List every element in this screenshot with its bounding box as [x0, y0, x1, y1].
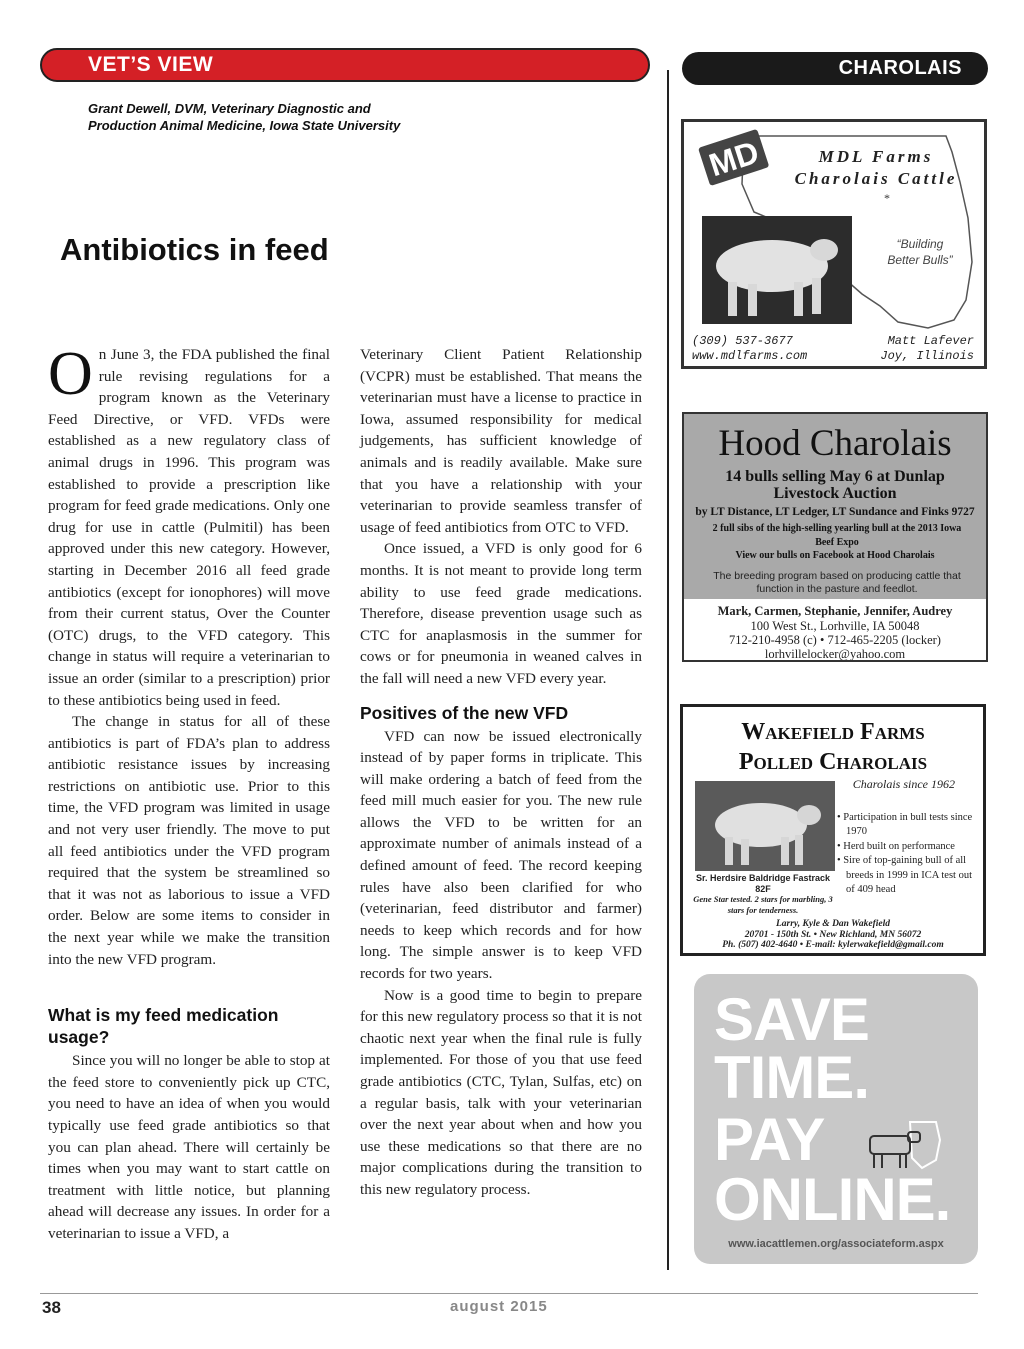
phone-number: (309) 537-3677: [692, 334, 793, 348]
article-paragraph: [48, 340, 330, 711]
wakefield-contact: [683, 919, 983, 951]
iowa-outline: [910, 1122, 940, 1168]
article-paragraph: Once issued, a VFD is only good for 6 months. It is not meant to provide long term ability to use feed grade medications. Therefore, disease prevention usage such as CTC for anaplasmosis in the summer for cows or for pneumonia in weaned calves in the fall will need a new VFD every year.: [360, 540, 642, 687]
save-line: TIME.: [714, 1044, 869, 1111]
hood-program: The breeding program based on producing cattle that function in the pasture and feedlot.: [713, 570, 961, 595]
website[interactable]: www.mdlfarms.com: [692, 349, 808, 363]
ad-save-time[interactable]: [694, 974, 978, 1264]
section-label: VET’S VIEW: [40, 48, 650, 82]
bull-leg: [748, 284, 757, 316]
bull-leg: [728, 282, 737, 316]
address-line: 100 West St., Lorhville, IA 50048: [750, 619, 920, 633]
wakefield-title: [683, 717, 983, 777]
bull-leg: [725, 837, 733, 865]
contact-line[interactable]: Ph. (507) 402-4640 • E-mail: kylerwakefield@gmail.com: [722, 940, 944, 950]
wakefield-since: Charolais since 1962: [852, 777, 955, 791]
title-line: Polled Charolais: [738, 749, 928, 775]
bullet-item: • Sire of top-gaining bull of all breeds in 1999 in ICA test out of 409 head: [837, 855, 972, 896]
title-line: Wakefield Farms: [741, 719, 925, 745]
mdl-contact: [880, 334, 974, 364]
tagline-line: Better Bulls”: [887, 253, 953, 267]
bullet-item: • Herd built on performance: [837, 840, 955, 852]
sidebar-label: CHAROLAIS: [682, 52, 988, 85]
hood-sale-info: [684, 468, 986, 502]
hood-address: [684, 619, 986, 661]
hood-sires: by LT Distance, LT Ledger, LT Sundance and Finks 9727: [695, 506, 975, 518]
paragraph-text: n June 3, the FDA published the final rule revising regulations for a program known as the Veterinary Feed Directive, or VFD. VFDs were established as a new regulatory class of animal drugs in 1996. This program was established to provide a prescription like program for feed grade medications. Only one drug for use in cattle (Pulmitil) has been approved under this new category. However, starting in December 2016 all feed grade antibiotics (except for ionophores) will move from their current status, Over the Counter (OTC) drugs, to the VFD category. This change in status will require a veterinarian to issue an order (similar to a prescription) prior to these antibiotics being used in feed.: [48, 346, 330, 709]
bull-leg: [781, 837, 789, 865]
save-url[interactable]: www.iacattlemen.org/associateform.aspx: [728, 1238, 944, 1250]
article-column-2: [360, 344, 642, 1201]
sale-line: Livestock Auction: [773, 485, 897, 502]
contact-city: Joy, Illinois: [880, 349, 974, 363]
article-paragraph: Now is a good time to begin to prepare for this new regulatory process so that it is not chaotic next year when the final rule is fully implemented. For those of you that use feed grade antibiotics (CTC, Tylan, Sulfas, etc) on a regular basis, talk with your veterinarian over the next year about when and how you use these medications so that there are no major complications during the transition to this new regulatory process.: [360, 986, 642, 1198]
footer-rule: [40, 1293, 978, 1294]
article-title: Antibiotics in feed: [60, 232, 329, 267]
star-marker: *: [884, 191, 890, 205]
cow-body: [870, 1136, 910, 1154]
bull-leg: [741, 839, 749, 865]
hood-names: Mark, Carmen, Stephanie, Jennifer, Audrey: [717, 604, 953, 618]
ad-wakefield-farms[interactable]: [680, 704, 986, 956]
hood-facebook: View our bulls on Facebook at Hood Charolais: [735, 550, 935, 561]
caption-text: Gene Star tested. 2 stars for marbling, 3 stars for tenderness.: [693, 894, 833, 915]
bull-photo: [702, 216, 852, 324]
save-line: PAY: [714, 1106, 825, 1173]
bull-photo: [695, 781, 835, 871]
drop-cap: O: [48, 340, 93, 408]
tagline-line: “Building: [896, 237, 944, 251]
caption-name: Sr. Herdsire Baldridge Fastrack 82F: [695, 873, 831, 894]
bull-leg: [812, 278, 821, 314]
bull-leg: [794, 282, 803, 316]
contact-line: 20701 - 150th St. • New Richland, MN 56072: [744, 929, 922, 940]
sale-line: 14 bulls selling May 6 at Dunlap: [725, 468, 945, 485]
issue-date: august 2015: [450, 1298, 548, 1315]
md-logo: [698, 129, 769, 186]
subheading: Positives of the new VFD: [360, 702, 569, 723]
cow-icon: [862, 1120, 942, 1172]
phone-line: 712-210-4958 (c) • 712-465-2205 (locker): [729, 633, 941, 647]
save-line: SAVE: [714, 986, 869, 1053]
byline-line: Grant Dewell, DVM, Veterinary Diagnostic and: [88, 101, 371, 116]
byline-line: Production Animal Medicine, Iowa State University: [88, 118, 401, 133]
page-number: 38: [42, 1298, 61, 1317]
article-paragraph: VFD can now be issued electronically instead of by paper forms in triplicate. This will make ordering a batch of feed from the feed mill much easier for you. The new rule allows the VFD to be written for an approximate number of animals instead of a defined amount of feed. The record keeping rules have also been clarified for who (veterinarian, feed distributor and farmer) needs to keep which records and for how long. The simple answer is to keep VFD records for two years.: [360, 727, 642, 983]
article-paragraph: Veterinary Client Patient Relationship (VCPR) must be established. That means the veterinarian must have a license to practice in Iowa, assumed responsibility for medical judgements, has sufficient knowledge of animals and is readily available. Make sure that you have a relationship with your veterinarian to provide seamless transfer of usage of feed antibiotics from OTC to VFD.: [360, 346, 642, 536]
bullet-item: • Participation in bull tests since 1970: [837, 812, 973, 838]
mdl-farm-name: [776, 146, 976, 190]
email-link[interactable]: lorhvillelocker@yahoo.com: [764, 647, 906, 661]
contact-line: Larry, Kyle & Dan Wakefield: [775, 919, 891, 929]
save-line: ONLINE.: [714, 1166, 951, 1233]
subheading: What is my feed medication usage?: [48, 1005, 279, 1048]
mdl-phone-web: [692, 334, 807, 364]
mdl-tagline: [870, 236, 970, 268]
logo-text: MD: [704, 133, 764, 184]
article-paragraph: The change in status for all of these antibiotics is part of FDA’s plan to address antibiotic resistance issues by increasing restrictions on antibiotic use. Prior to this time, the VFD program was limited in usage and not very user friendly. The move to put all feed antibiotics under the VFD program required that the system be streamlined so that it was not as laborious to issue a VFD order. Below are some items to consider in the next year while we make the transition into the new VFD program.: [48, 713, 330, 968]
ad-hood-charolais[interactable]: [682, 412, 988, 662]
photo-caption: [693, 873, 833, 915]
hood-sibs: 2 full sibs of the high-selling yearling bull at the 2013 Iowa Beef Expo: [712, 523, 962, 548]
farm-name-line: MDL Farms: [818, 147, 934, 166]
bull-leg: [795, 835, 803, 865]
farm-name-line: Charolais Cattle: [794, 169, 958, 188]
byline: [88, 100, 648, 134]
column-divider: [667, 70, 669, 1270]
article-column-1: [48, 340, 330, 1245]
contact-name: Matt Lafever: [887, 334, 974, 348]
bull-head: [810, 239, 838, 261]
ad-mdl-farms[interactable]: [681, 119, 987, 369]
article-paragraph: Since you will no longer be able to stop at the feed store to conveniently pick up CTC, you need to have an idea of when you would typically use feed grade antibiotics so that you can plan ahead. There will certainly be times when you may want to start cattle on treatment with little notice, but planning ahead will decrease any issues. In order for a veterinarian to issue a VFD, a: [48, 1052, 330, 1242]
hood-title: Hood Charolais: [718, 423, 952, 464]
bull-head: [797, 805, 821, 825]
wakefield-bullets: [837, 811, 983, 897]
